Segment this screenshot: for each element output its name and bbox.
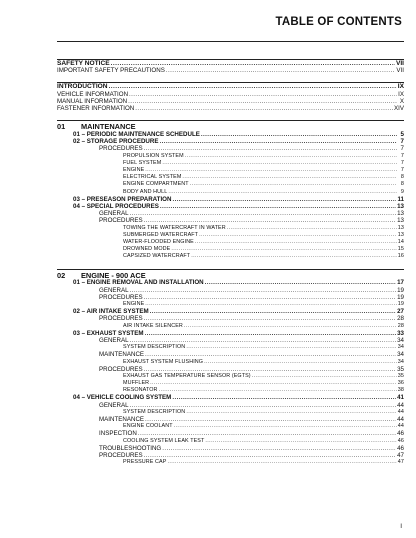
dot-leader [160,138,397,145]
toc-entry-label: TOWING THE WATERCRAFT IN WATER [123,224,226,231]
toc-entry-label: FASTENER INFORMATION [57,104,135,112]
toc-entry[interactable] [57,98,404,105]
toc-entry-label: MAINTENANCE [99,351,145,359]
toc-entry-page: 7 [400,159,404,166]
toc-entry-label: ELECTRICAL SYSTEM [123,174,182,181]
toc-entry-label: INSPECTION [99,430,137,438]
toc-entry-page: 34 [397,351,404,359]
toc-entry[interactable] [57,189,404,196]
toc-entry[interactable] [57,210,404,217]
toc-entry-page: VII [395,59,404,67]
toc-entry-label: CAPSIZED WATERCRAFT [123,253,191,260]
dot-leader [191,253,397,260]
toc-entry-page: VII [396,67,404,75]
toc-entry-label: RESONATOR [123,387,158,394]
dot-leader [159,387,397,394]
toc-entry-page: 5 [400,131,404,139]
toc-entry-page: 38 [397,387,404,394]
toc-entry[interactable] [57,181,404,188]
toc-entry-page: 8 [400,181,404,188]
toc-entry-label: PROCEDURES [99,145,143,153]
title-rule [57,41,404,42]
toc-entry[interactable] [57,232,404,239]
section-heading[interactable] [57,269,404,280]
toc-entry-page: 34 [397,358,404,365]
toc-entry-page: 8 [400,174,404,181]
toc-entry-page: 13 [397,224,404,231]
toc-entry-label: 03 – EXHAUST SYSTEM [73,329,144,337]
toc-entry-page: 28 [397,322,404,329]
dot-leader [162,445,396,452]
toc-entry-label: 01 – PERIODIC MAINTENANCE SCHEDULE [73,131,200,139]
toc-entry-label: 01 – ENGINE REMOVAL AND INSTALLATION [73,279,204,287]
dot-leader [130,287,397,294]
toc-entry-page: 13 [397,217,404,225]
toc-entry[interactable] [57,146,404,153]
toc-entry-label: 03 – PRESEASON PREPARATION [73,195,172,203]
toc-entry-page: 33 [397,329,404,337]
toc-entry-label: GENERAL [99,401,129,409]
toc-entry-label: WATER-FLOODED ENGINE [123,238,194,245]
section-heading[interactable] [57,120,404,131]
toc-entry-label: SYSTEM DESCRIPTION [123,408,186,415]
toc-entry-label: GENERAL [99,286,129,294]
toc-entry-page: 47 [397,459,404,466]
dot-leader [199,232,397,239]
toc-entry[interactable] [57,239,404,246]
dot-leader [145,351,396,358]
toc-entry-page: 7 [400,152,404,159]
toc-entry-page: 44 [397,408,404,415]
toc-entry[interactable] [57,366,404,373]
toc-entry[interactable] [57,91,404,98]
toc-entry[interactable] [57,160,404,167]
dot-leader [182,174,397,181]
toc-entry-page: IX [398,90,404,98]
toc-entry-label: INTRODUCTION [57,83,108,91]
toc-entry-page: 7 [400,145,404,153]
toc-entry-label: AIR INTAKE SILENCER [123,322,183,329]
toc-entry[interactable] [57,351,404,358]
safety-notice-block [57,59,404,74]
toc-entry[interactable] [57,138,404,145]
dot-leader [174,423,397,430]
toc-entry-label: VEHICLE INFORMATION [57,90,129,98]
toc-entry[interactable] [57,301,404,308]
toc-entry[interactable] [57,253,404,260]
toc-entry-page: 41 [397,394,404,402]
toc-entry-label: PROCEDURES [99,315,143,323]
toc-entry[interactable] [57,423,404,430]
dot-leader [185,153,397,160]
dot-leader [129,91,397,98]
dot-leader [144,217,396,224]
toc-entry[interactable] [57,459,404,466]
toc-entry[interactable] [57,246,404,253]
dot-leader [144,315,396,322]
dot-leader [145,416,396,423]
toc-entry[interactable] [57,196,404,203]
toc-entry-label: MANUAL INFORMATION [57,97,128,105]
toc-entry-label: EXHAUST SYSTEM FLUSHING [123,358,204,365]
dot-leader [109,83,397,90]
dot-leader [205,279,396,286]
toc-entry-label: EXHAUST GAS TEMPERATURE SENSOR (EGTS) [123,372,251,379]
dot-leader [144,294,396,301]
toc-entry[interactable] [57,167,404,174]
toc-entry-page: 44 [397,416,404,424]
toc-entry-page: 19 [397,293,404,301]
toc-entry[interactable] [57,174,404,181]
toc-entry-label: SYSTEM DESCRIPTION [123,344,186,351]
toc-entry-page: 7 [400,167,404,174]
toc-entry-page: 44 [397,423,404,430]
toc-entry-page: 28 [397,315,404,323]
dot-leader [144,366,396,373]
toc-entry[interactable] [57,337,404,344]
dot-leader [144,452,396,459]
dot-leader [145,301,397,308]
toc-entry[interactable] [57,380,404,387]
dot-leader [205,438,396,445]
dot-leader [145,330,397,337]
toc-entry-label: ENGINE COOLANT [123,423,173,430]
toc-entry-label: PROCEDURES [99,217,143,225]
toc-entry-page: 17 [397,279,404,287]
toc-entry[interactable] [57,416,404,423]
toc-entry-label: BODY AND HULL [123,188,168,195]
toc-entry-page: 9 [400,188,404,195]
dot-leader [168,189,397,196]
toc-entry-page: 46 [397,444,404,452]
toc-entry[interactable] [57,308,404,315]
toc-entry-page: 46 [397,430,404,438]
toc-entry-page: X [399,97,404,105]
toc-entry[interactable] [57,330,404,337]
dot-leader [130,210,397,217]
dot-leader [130,337,397,344]
dot-leader [166,67,396,74]
toc-entry[interactable] [57,153,404,160]
dot-leader [172,394,396,401]
dot-leader [145,167,397,174]
toc-entry[interactable] [57,67,404,74]
section-number: 01 [57,122,66,132]
toc-entry-page: XIV [394,104,404,112]
toc-entry[interactable] [57,60,404,67]
toc-entry-page: 46 [397,437,404,444]
spacer [57,112,404,120]
dot-leader [160,203,396,210]
toc-entry[interactable] [57,217,404,224]
toc-entry-label: FUEL SYSTEM [123,159,162,166]
toc-entry-label: PROCEDURES [99,293,143,301]
dot-leader [190,181,397,188]
toc-entry-label: PROCEDURES [99,365,143,373]
dot-leader [144,145,397,152]
toc-entry[interactable] [57,203,404,210]
toc-entry-label: ENGINE COMPARTMENT [123,181,189,188]
toc-entry[interactable] [57,402,404,409]
toc-entry-page: 16 [397,253,404,260]
toc-entry-label: PROPULSION SYSTEM [123,152,184,159]
toc-entry-label: GENERAL [99,336,129,344]
section-02-block [57,269,404,467]
dot-leader [130,402,397,409]
dot-leader [184,323,397,330]
toc-entry-page: 34 [397,336,404,344]
toc-entry[interactable] [57,280,404,287]
dot-leader [195,239,397,246]
toc-entry[interactable] [57,409,404,416]
toc-entry[interactable] [57,323,404,330]
dot-leader [171,246,396,253]
toc-entry-label: TROUBLESHOOTING [99,444,162,452]
toc-entry-page: 34 [397,344,404,351]
dot-leader [172,196,396,203]
toc-entry[interactable] [57,105,404,112]
spacer [57,261,404,269]
toc-entry[interactable] [57,344,404,351]
toc-entry-page: 36 [397,380,404,387]
toc-entry[interactable] [57,315,404,322]
toc-entry-label: IMPORTANT SAFETY PRECAUTIONS [57,67,165,75]
toc-entry-label: 02 – STORAGE PROCEDURE [73,138,159,146]
toc-entry-page: 13 [397,210,404,218]
toc-entry-page: 13 [397,231,404,238]
toc-entry-label: GENERAL [99,210,129,218]
toc-entry-page: 13 [397,202,404,210]
introduction-block [57,82,404,112]
toc-entry-label: 04 – VEHICLE COOLING SYSTEM [73,394,172,402]
toc-entry-label: 02 – AIR INTAKE SYSTEM [73,308,149,316]
toc-entry-page: 19 [397,286,404,294]
toc-entry-page: 7 [400,138,404,146]
dot-leader [252,373,397,380]
page-title: TABLE OF CONTENTS [275,16,402,28]
dot-leader [162,160,397,167]
toc-entry-page: 35 [397,372,404,379]
section-title: MAINTENANCE [81,122,136,132]
toc-entry-page: 14 [397,238,404,245]
toc-entry[interactable] [57,387,404,394]
dot-leader [138,430,396,437]
toc-entry[interactable] [57,287,404,294]
toc-entry-page: IX [397,83,404,91]
toc-entry[interactable] [57,359,404,366]
toc-entry-page: 19 [397,301,404,308]
toc-entry-page: 11 [397,195,404,203]
dot-leader [186,409,396,416]
toc-entry[interactable] [57,445,404,452]
dot-leader [135,105,393,112]
toc-entry-label: DROWNED MODE [123,246,171,253]
toc-entry-label: MUFFLER [123,380,150,387]
toc-entry[interactable] [57,83,404,90]
toc-entry-label: MAINTENANCE [99,416,145,424]
toc-entry[interactable] [57,438,404,445]
toc-entry[interactable] [57,294,404,301]
toc-entry-label: ENGINE [123,301,145,308]
toc-entry-label: PRESSURE CAP [123,459,167,466]
toc-entry-page: 35 [397,365,404,373]
dot-leader [150,308,396,315]
toc-entry-label: ENGINE [123,167,145,174]
toc-entry[interactable] [57,131,404,138]
dot-leader [150,380,397,387]
toc-entry[interactable] [57,452,404,459]
toc-entry[interactable] [57,395,404,402]
toc-entry[interactable] [57,225,404,232]
dot-leader [227,225,397,232]
section-title: ENGINE - 900 ACE [81,270,146,280]
toc-entry-label: PROCEDURES [99,451,143,459]
toc-entry-label: SUBMERGED WATERCRAFT [123,231,199,238]
toc-entry-page: 27 [397,308,404,316]
dot-leader [128,98,397,105]
spacer [57,74,404,82]
toc-entry-page: 47 [397,451,404,459]
toc-entry[interactable] [57,373,404,380]
toc-entry-page: 15 [397,246,404,253]
toc-entry-label: SAFETY NOTICE [57,59,110,67]
dot-leader [204,359,397,366]
dot-leader [111,60,395,67]
toc-entry-label: 04 – SPECIAL PROCEDURES [73,202,159,210]
section-01-block [57,120,404,260]
table-of-contents [57,59,404,466]
dot-leader [167,459,396,466]
page-number: I [400,523,402,530]
toc-entry-label: COOLING SYSTEM LEAK TEST [123,437,205,444]
toc-entry-page: 44 [397,401,404,409]
toc-entry[interactable] [57,430,404,437]
dot-leader [201,131,397,138]
section-number: 02 [57,270,66,280]
dot-leader [186,344,396,351]
